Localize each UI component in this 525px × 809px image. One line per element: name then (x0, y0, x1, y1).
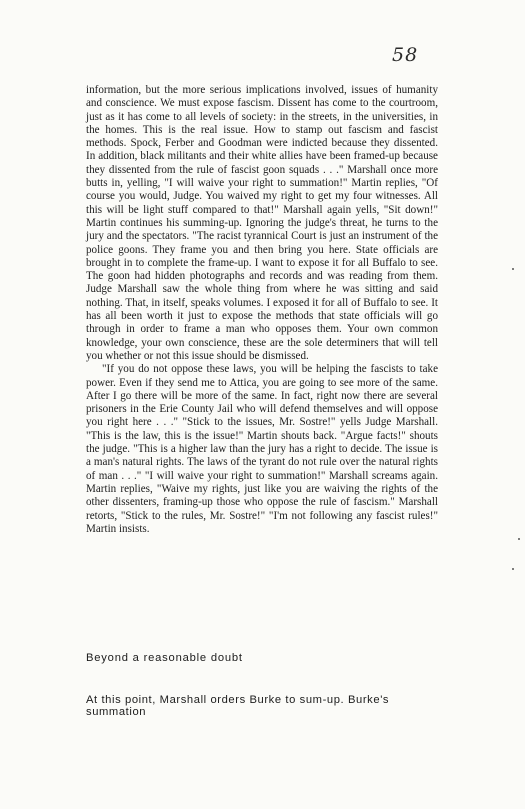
scan-speck (512, 268, 514, 270)
paragraph-2: "If you do not oppose these laws, you will be helping the fascists to take power. Even if they send me to Attica, you are going to see more of the same. After I go there will be more of the same. In fact, right now there are several prisoners in the Erie County Jail who will defend themselves and will oppose you right here . . ." "Stick to the issues, Mr. Sostre!" yells Judge Marshall. "This is the law, this is the issue!" Martin shouts back. "Argue facts!" shouts the judge. "This is a higher law than the jury has a right to decide. The issue is a man's natural rights. The laws of the tyrant do not rule over the natural rights of man . . ." "I will waive your right to summation!" Marshall screams again. Martin replies, "Waive my rights, just like you are waiving the rights of the other dissenters, framing-up those who oppose the rule of fascism." Marshall retorts, "Stick to the rules, Mr. Sostre!" "I'm not following any fascist rules!" Martin insists. (86, 363, 438, 535)
paragraph-3: At this point, Marshall orders Burke to sum-up. Burke's summation (86, 694, 390, 718)
page-number: 58 (392, 44, 419, 66)
paragraph-1: information, but the more serious implications involved, issues of humanity and conscience. We must expose fascism. Dissent has come to the courtroom, just as it has come to all levels of society: in the streets, in the universities, in the homes. This is the real issue. How to stamp out fascism and fascist methods. Spock, Ferber and Goodman were indicted because they dissented. In addition, black militants and their white allies have been framed-up because they dissented from the rule of fascist goon squads . . ." Marshall once more butts in, yelling, "I will waive your right to summation!" Martin replies, "Of course you would, Judge. You waived my right to get my four witnesses. All this will be light stuff compared to that!" Marshall again yells, "Sit down!" Martin continues his summing-up. Ignoring the judge's threat, he turns to the jury and the spectators. "The racist tyrannical Court is just an instrument of the police goons. They frame you and then bring you here. State officials are brought in to complete the frame-up. I want to expose it for all Buffalo to see. The goon had hidden photographs and records and was reading from them. Judge Marshall saw the whole thing from where he was sitting and said nothing. That, in itself, speaks volumes. I exposed it for all of Buffalo to see. It has all been worth it just to expose the methods that state officials will go through in order to frame a man who opposes them. Your own common knowledge, your own conscience, these are the sole determiners that will tell you whether or not this issue should be dismissed. (86, 84, 438, 362)
body-text (86, 84, 438, 536)
section-heading: Beyond a reasonable doubt (86, 652, 243, 664)
scan-speck (518, 538, 520, 540)
scan-speck (512, 568, 514, 570)
